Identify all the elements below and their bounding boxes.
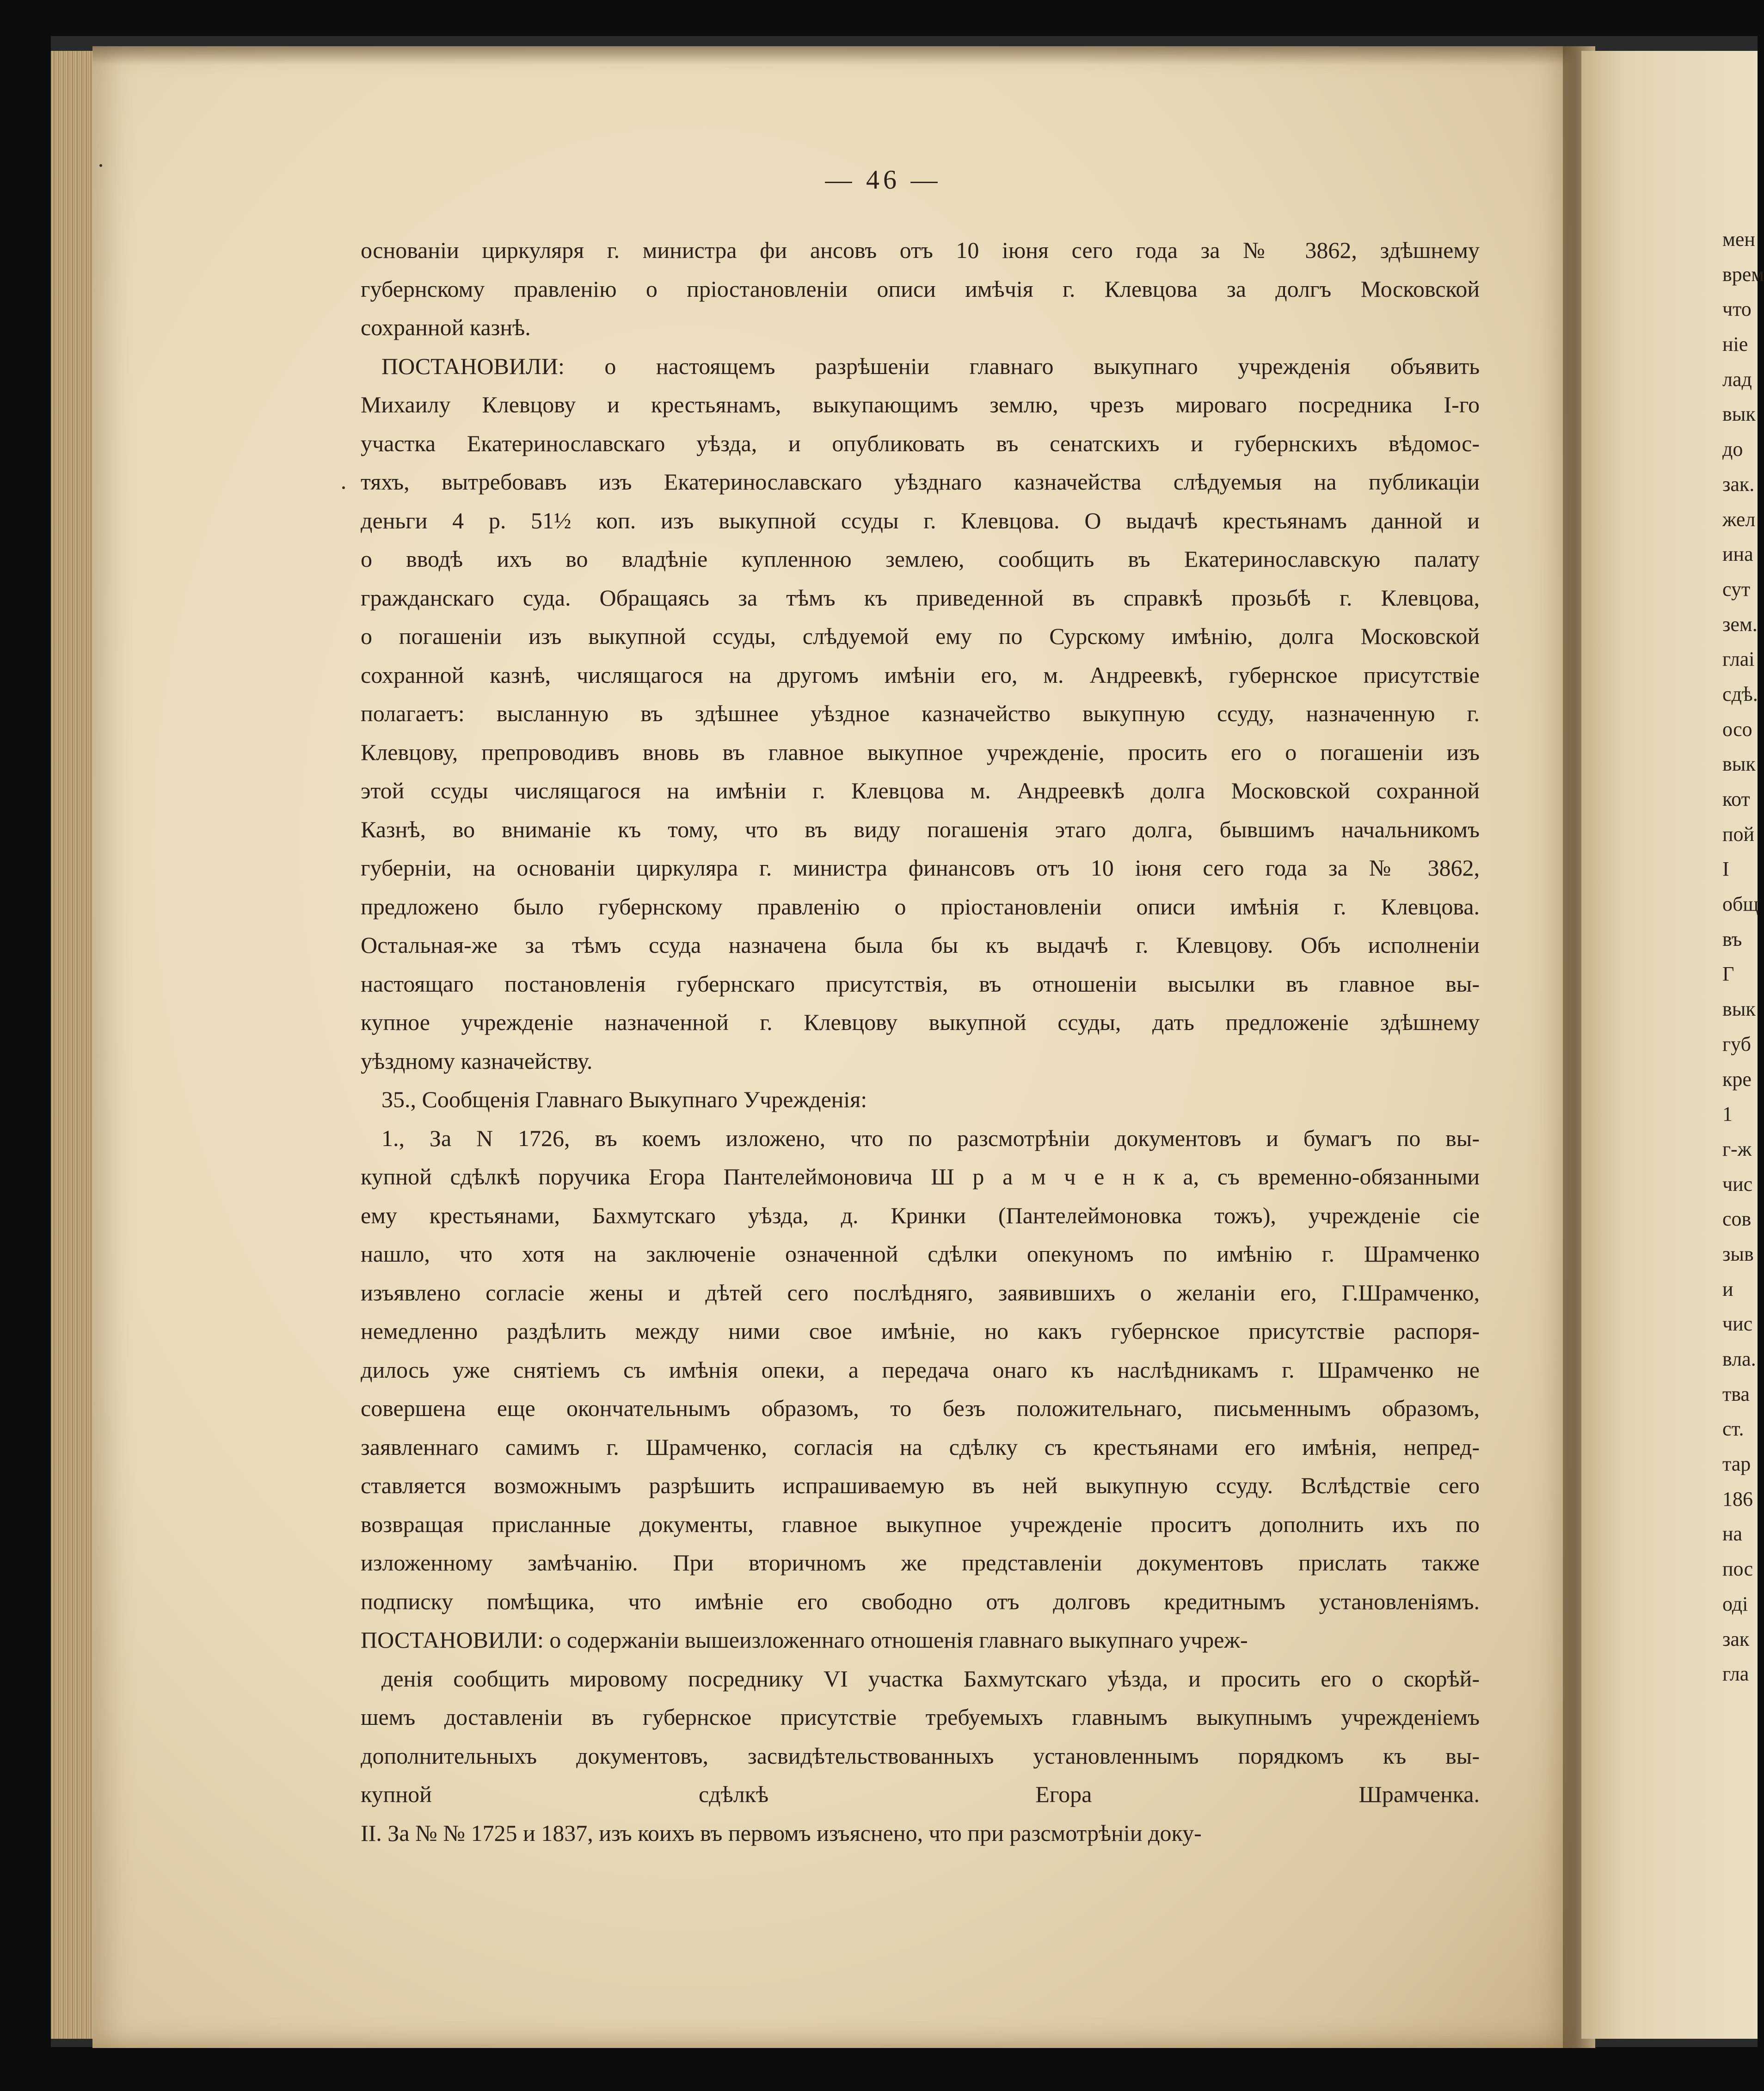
margin-text-fragment: вык	[1722, 998, 1756, 1021]
margin-text-fragment: зыв	[1722, 1242, 1754, 1265]
margin-text-fragment: общ	[1722, 893, 1759, 916]
text-line: Михаилу Клевцову и крестьянамъ, выкупающимъ землю, чрезъ мироваго посредника І-го	[361, 392, 1480, 417]
text-line: о погашеніи изъ выкупной ссуды, слѣдуемой ему по Сурскому имѣнію, долга Московской	[361, 623, 1480, 649]
text-line: ІІ. За № № 1725 и 1837, изъ коихъ въ первомъ изъяснено, что при разсмотрѣніи доку-	[361, 1820, 1202, 1846]
margin-text-fragment: вла.	[1722, 1348, 1756, 1370]
margin-text-fragment: кре	[1722, 1067, 1752, 1091]
text-line: заявленнаго самимъ г. Шрамченко, согласія на сдѣлку съ крестьянами его имѣнія, непред-	[361, 1434, 1480, 1460]
margin-text-fragment: въ	[1722, 927, 1742, 950]
text-line: Клевцову, препроводивъ вновь въ главное выкупное учрежденіе, просить его о погашеніи изъ	[361, 739, 1480, 765]
margin-text-fragment: І	[1722, 858, 1729, 881]
margin-text-fragment: на	[1722, 1522, 1743, 1545]
margin-mark	[342, 486, 345, 489]
text-line: гражданскаго суда. Обращаясь за тѣмъ къ приведенной въ справкѣ прозьбѣ г. Клевцова,	[361, 584, 1480, 611]
text-line: нашло, что хотя на заключеніе означенной сдѣлки опекуномъ по имѣнію г. Шрамченко	[361, 1241, 1480, 1267]
text-line: купное учрежденіе назначенной г. Клевцову выкупной ссуды, дать предложеніе здѣшнему	[361, 1009, 1480, 1035]
margin-text-fragment: 186	[1722, 1487, 1753, 1510]
margin-text-fragment: оді	[1722, 1592, 1748, 1615]
text-line: уѣздному казначейству.	[361, 1048, 593, 1074]
text-line: изложенному замѣчанію. При вторичномъ же представленіи документовъ прислать также	[361, 1550, 1480, 1576]
text-line: немедленно раздѣлить между ними свое имѣніе, но какъ губернское присутствіе распоря-	[361, 1318, 1480, 1344]
margin-text-fragment: гла	[1722, 1662, 1749, 1686]
margin-text-fragment: глаі	[1722, 648, 1755, 671]
text-line: возвращая присланные документы, главное выкупное учрежденіе проситъ дополнить ихъ по	[361, 1511, 1480, 1537]
text-line: ставляется возможнымъ разрѣшить испрашиваемую въ ней выкупную ссуду. Вслѣдствіе сего	[361, 1472, 1480, 1498]
text-line: купной сдѣлкѣ поручика Егора Пантелеймоновича Ш р а м ч е н к а, съ временно-обязанными	[361, 1164, 1480, 1190]
margin-text-fragment: до	[1722, 438, 1743, 461]
margin-text-fragment: и	[1722, 1277, 1733, 1300]
margin-text-fragment: ніе	[1722, 333, 1748, 356]
margin-text-fragment: чис	[1722, 1312, 1753, 1336]
margin-text-fragment: губ	[1722, 1032, 1751, 1055]
margin-text-fragment: сов	[1722, 1208, 1752, 1231]
margin-text-fragment: сдѣ.	[1722, 682, 1758, 705]
text-line: губерніи, на основаніи циркуляра г. министра финансовъ отъ 10 іюня сего года за № 3862,	[361, 855, 1480, 881]
text-line: полагаетъ: высланную въ здѣшнее уѣздное казначейство выкупную ссуду, назначенную г.	[361, 700, 1480, 726]
margin-text-fragment: ина	[1722, 543, 1753, 566]
text-line: ПОСТАНОВИЛИ: о содержаніи вышеизложеннаго отношенія главнаго выкупнаго учреж-	[361, 1627, 1248, 1653]
text-line: Казнѣ, во вниманіе къ тому, что въ виду погашенія этаго долга, бывшимъ начальникомъ	[361, 816, 1480, 842]
text-line: Остальная-же за тѣмъ ссуда назначена была бы къ выдачѣ г. Клевцову. Объ исполненіи	[361, 932, 1480, 958]
margin-text-fragment: г-ж	[1722, 1137, 1752, 1160]
text-line: 1., За N 1726, въ коемъ изложено, что по разсмотрѣніи документовъ и бумагъ по вы-	[381, 1125, 1480, 1151]
text-line: сохранной казнѣ, числящагося на другомъ имѣніи его, м. Андреевкѣ, губернское присутствіе	[361, 662, 1480, 688]
text-line: совершена еще окончательнымъ образомъ, то безъ положительнаго, письменнымъ образомъ,	[361, 1395, 1480, 1421]
page-body-text	[361, 231, 1480, 1852]
text-line: ПОСТАНОВИЛИ: о настоящемъ разрѣшеніи главнаго выкупнаго учрежденія объявить	[381, 353, 1480, 379]
margin-mark	[99, 164, 102, 167]
text-line: этой ссуды числящагося на имѣніи г. Клевцова м. Андреевкѣ долга Московской сохранной	[361, 778, 1480, 803]
page-number: — 46 —	[825, 165, 941, 195]
margin-text-fragment: 1	[1722, 1103, 1733, 1126]
margin-text-fragment: тва	[1722, 1382, 1750, 1405]
margin-text-fragment: зак	[1722, 1627, 1750, 1650]
margin-text-fragment: зак.	[1722, 472, 1755, 496]
text-line: купной сдѣлкѣ Егора Шрамченка.	[361, 1781, 1480, 1807]
text-line: подписку помѣщика, что имѣніе его свободно отъ долговъ кредитнымъ установленіямъ.	[361, 1588, 1480, 1614]
text-line: шемъ доставленіи въ губернское присутствіе требуемыхъ главнымъ выкупнымъ учрежденіемъ	[361, 1704, 1480, 1730]
margin-text-fragment: пой	[1722, 822, 1755, 846]
margin-text-fragment: зем.	[1722, 613, 1758, 636]
text-line: основаніи циркуляря г. министра фи ансовъ отъ 10 іюня сего года за № 3862, здѣшнему	[361, 237, 1480, 263]
margin-text-fragment: осо	[1722, 717, 1752, 741]
margin-text-fragment: сут	[1722, 577, 1751, 601]
margin-text-fragment: пос	[1722, 1558, 1753, 1581]
margin-text-fragment: ст.	[1722, 1417, 1744, 1441]
margin-text-fragment: чис	[1722, 1172, 1753, 1196]
text-line: губернскому правленію о пріостановленіи описи имѣчія г. Клевцова за долгъ Московской	[361, 276, 1480, 302]
margin-text-fragment: врем	[1722, 263, 1764, 286]
margin-text-fragment: жел	[1722, 508, 1756, 531]
page-shadow	[92, 46, 1577, 65]
text-line: дилось уже снятіемъ съ имѣнія опеки, а передача онаго къ наслѣдникамъ г. Шрамченко не	[361, 1356, 1480, 1383]
text-line: настоящаго постановленія губернскаго присутствія, въ отношеніи высылки въ главное вы-	[361, 970, 1480, 997]
text-line: сохранной казнѣ.	[361, 314, 531, 340]
text-line: дополнительныхъ документовъ, засвидѣтельствованныхъ установленнымъ порядкомъ къ вы-	[361, 1742, 1480, 1769]
margin-text-fragment: что	[1722, 298, 1752, 321]
text-line: о вводѣ ихъ во владѣніе купленною землею, сообщить въ Екатеринославскую палату	[361, 546, 1480, 572]
margin-text-fragment: вык	[1722, 753, 1756, 776]
margin-text-fragment: Г	[1722, 963, 1734, 986]
text-line: деньги 4 р. 51½ коп. изъ выкупной ссуды г. Клевцова. О выдачѣ крестьянамъ данной и	[361, 507, 1480, 533]
text-line: предложено было губернскому правленію о пріостановленіи описи имѣнія г. Клевцова.	[361, 893, 1480, 920]
margin-text-fragment: мен	[1722, 228, 1755, 251]
margin-text-fragment: тар	[1722, 1453, 1751, 1476]
text-line: ему крестьянами, Бахмутскаго уѣзда, д. Кринки (Пантелеймоновка тожъ), учрежденіе сіе	[361, 1202, 1480, 1228]
text-line: 35., Сообщенія Главнаго Выкупнаго Учрежденія:	[381, 1086, 867, 1112]
margin-text-fragment: кот	[1722, 788, 1750, 810]
text-line: участка Екатеринославскаго уѣзда, и опубликовать въ сенатскихъ и губернскихъ вѣдомос-	[361, 430, 1480, 456]
text-line: изъявлено согласіе жены и дѣтей сего послѣдняго, заявившихъ о желаніи его, Г.Шрамченко,	[361, 1279, 1480, 1306]
right-page-text-fragments	[1722, 222, 1764, 1692]
text-line: денія сообщить мировому посреднику VІ участка Бахмутскаго уѣзда, и просить его о скорѣй-	[381, 1665, 1480, 1692]
text-line: тяхъ, вытребовавъ изъ Екатеринославскаго уѣзднаго казначейства слѣдуемыя на публикаціи	[361, 469, 1480, 495]
margin-text-fragment: вык	[1722, 403, 1756, 426]
margin-text-fragment: лад	[1722, 368, 1752, 391]
